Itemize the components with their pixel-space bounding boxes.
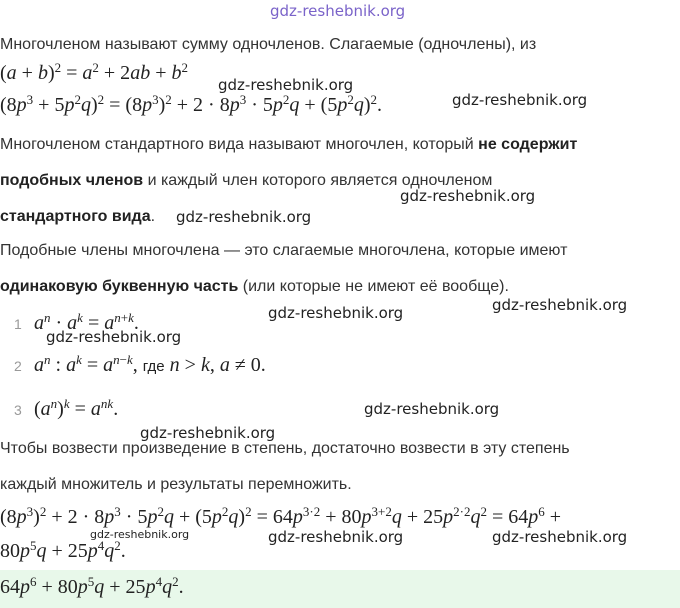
paragraph-like-terms-line1: Подобные члены многочлена — это слагаемые многочлена, которые имеют	[0, 242, 568, 259]
paragraph-power-of-product-line1: Чтобы возвести произведение в степень, достаточно возвести в эту степень	[0, 440, 570, 457]
paragraph-power-of-product-line2: каждый множитель и результаты перемножить.	[0, 476, 352, 493]
rule-number: 2	[14, 358, 22, 374]
bold-term: стандартного вида	[0, 208, 151, 225]
paragraph-standard-form-line1	[0, 136, 577, 154]
rule-3-power-of-power: 3 $(a^n)^k = a^{nk}$.	[0, 398, 118, 421]
watermark: gdz-reshebnik.org	[400, 187, 536, 205]
formula-expansion: $(8p^3 + 5p^2q)^2 = (8p^3)^2 + 2 \cdot 8p^3 \cdot 5p^2q + (5p^2q)^2$.	[0, 91, 382, 116]
watermark: gdz-reshebnik.org	[140, 424, 276, 442]
watermark: gdz-reshebnik.org	[176, 208, 312, 226]
watermark: gdz-reshebnik.org	[492, 528, 628, 546]
formula-calculation-line1: $(8p^3)^2 + 2 \cdot 8p^3 \cdot 5p^2q + (5p^2q)^2 = 64p^{3\cdot 2} + 80p^{3+2}q + 25p^{2\cdot 2}q^2 = 64p^6$ +	[0, 503, 562, 528]
formula-calculation-line2: $80p^5q + 25p^4q^2$.	[0, 537, 126, 562]
watermark: gdz-reshebnik.org	[218, 76, 354, 94]
paragraph-standard-form-line3	[0, 208, 155, 226]
answer-formula: $64p^6 + 80p^5q + 25p^4q^2$.	[0, 573, 184, 598]
watermark: gdz-reshebnik.org	[46, 328, 182, 346]
watermark-top: gdz-reshebnik.org	[270, 2, 406, 20]
formula-square-of-sum: $(a + b)^2 = a^2 + 2ab + b^2$	[0, 59, 188, 84]
paragraph-polynomial-definition: Многочленом называют сумму одночленов. Слагаемые (одночлены), из	[0, 36, 537, 53]
bold-term: одинаковую буквенную часть	[0, 278, 239, 295]
text-where: где	[142, 358, 165, 375]
rule-2-power-quotient: 2 $a^n$ : $a^k = a^{n-k}$, где n > k, a ≠ 0.	[0, 354, 266, 377]
watermark: gdz-reshebnik.org	[452, 91, 588, 109]
watermark: gdz-reshebnik.org	[268, 304, 404, 322]
bold-term: подобных членов	[0, 172, 144, 189]
watermark: gdz-reshebnik.org	[268, 528, 404, 546]
paragraph-like-terms-line2	[0, 278, 509, 296]
watermark: gdz-reshebnik.org	[90, 528, 190, 541]
bold-term: не содержит	[478, 136, 578, 153]
rule-number: 1	[14, 316, 22, 332]
rule-number: 3	[14, 402, 22, 418]
text-segment: .	[150, 208, 156, 225]
text-segment: (или которые не имеют её вообще).	[238, 278, 509, 295]
text-segment: Многочленом стандартного вида называют многочлен, который	[0, 136, 479, 153]
watermark: gdz-reshebnik.org	[492, 296, 628, 314]
text-segment: и каждый член которого является одночленом	[143, 172, 493, 189]
rule-1-power-product: 1 $a^n \cdot a^k = a^{n+k}$.	[0, 312, 139, 335]
watermark: gdz-reshebnik.org	[364, 400, 500, 418]
